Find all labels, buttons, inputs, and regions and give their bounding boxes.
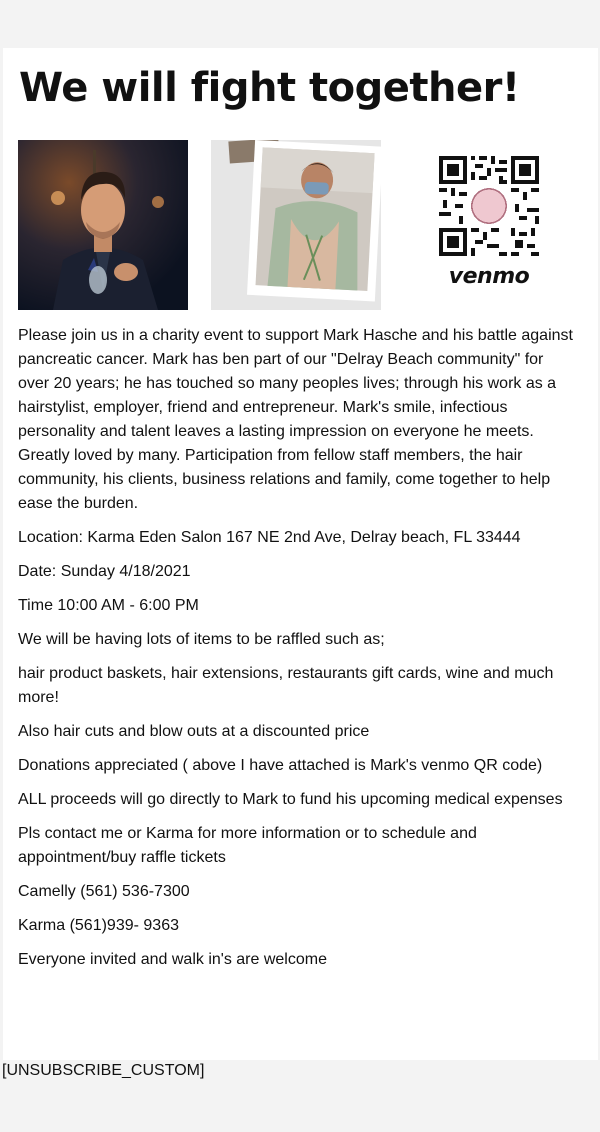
raffle-intro-line: We will be having lots of items to be raffled such as;: [18, 631, 385, 648]
venmo-qr-image: [403, 140, 575, 310]
contact-karma: Karma (561)939- 9363: [18, 917, 179, 934]
location-line: Location: Karma Eden Salon 167 NE 2nd Ave, Delray beach, FL 33444: [18, 529, 521, 546]
donations-line: Donations appreciated ( above I have attached is Mark's venmo QR code): [18, 757, 543, 774]
hospital-photo: [211, 140, 381, 310]
welcome-line: Everyone invited and walk in's are welcome: [18, 951, 327, 968]
raffle-items-line: hair product baskets, hair extensions, restaurants gift cards, wine and much more!: [18, 665, 554, 706]
contact-camelly: Camelly (561) 536-7300: [18, 883, 190, 900]
intro-paragraph: Please join us in a charity event to support Mark Hasche and his battle against pancreatic cancer. Mark has ben part of our "Delray Beach community" for over 20 years; he has touched so many peoples lives; through his work as a hairstylist, employer, friend and entrepreneur. Mark's smile, infectious personality and talent leaves a lasting impression on everyone he meets. Greatly loved by many. Participation from fellow staff members, the hair community, his clients, business relations and family, come together to help ease the burden.: [18, 327, 573, 512]
date-line: Date: Sunday 4/18/2021: [18, 563, 191, 580]
time-line: Time 10:00 AM - 6:00 PM: [18, 597, 199, 614]
haircuts-line: Also hair cuts and blow outs at a discounted price: [18, 723, 370, 740]
venmo-brand-label: venmo: [448, 264, 530, 289]
unsubscribe-placeholder[interactable]: [UNSUBSCRIBE_CUSTOM]: [2, 1062, 205, 1079]
email-body: [18, 324, 578, 982]
email-heading: We will fight together!: [19, 65, 520, 111]
email-card: [3, 48, 598, 1060]
contact-line: Pls contact me or Karma for more information or to schedule and appointment/buy raffle tickets: [18, 825, 477, 866]
qr-code-icon: [439, 156, 539, 256]
portrait-photo: [18, 140, 188, 310]
proceeds-line: ALL proceeds will go directly to Mark to fund his upcoming medical expenses: [18, 791, 563, 808]
